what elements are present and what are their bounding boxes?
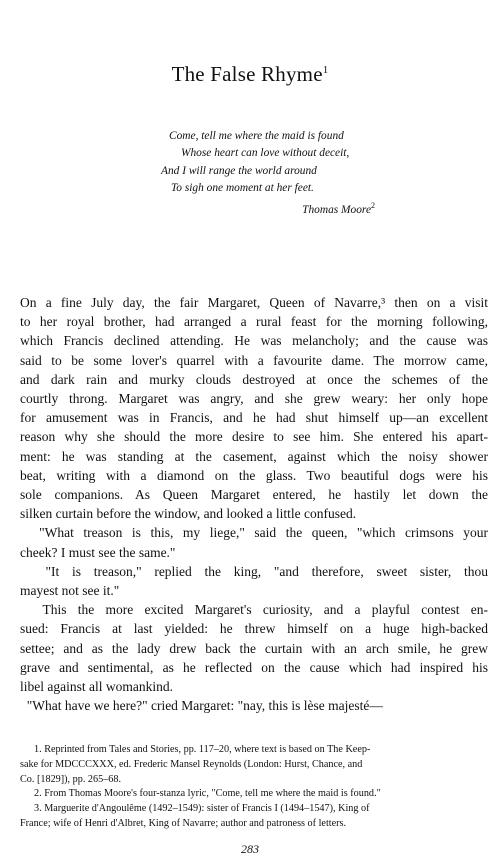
body-line: settee; and as the lady drew back the curtain with an arch smile, he grew <box>20 640 488 656</box>
body-line: "What treason is this, my liege," said the queen, "which crimsons your <box>20 525 488 541</box>
footnote-line: 3. Marguerite d'Angoulême (1492–1549): sister of Francis I (1494–1547), King of <box>34 803 370 815</box>
body-line: beat, writing with a diamond on the glass. Two beautiful dogs were his <box>20 467 488 483</box>
body-line: "What have we here?" cried Margaret: "nay, this is lèse majesté— <box>20 698 383 714</box>
body-line: and dark rain and murky clouds destroyed at once the schemes of the <box>20 371 488 387</box>
epigraph <box>161 128 381 219</box>
footnote-line: France; wife of Henri d'Albret, King of Navarre; author and patroness of letters. <box>20 817 347 829</box>
body-line: "It is treason," replied the king, "and therefore, sweet sister, thou <box>20 563 488 579</box>
body-line: reason why she should the more desire to see him. She entered his apart- <box>20 429 488 445</box>
chapter-title-text: The False Rhyme <box>171 62 323 86</box>
body-line: libel against all womankind. <box>20 679 173 695</box>
body-line: This the more excited Margaret's curiosity, and a playful contest en- <box>20 602 488 618</box>
body-text <box>20 293 488 715</box>
footnote-line: 1. Reprinted from Tales and Stories, pp. 117–20, where text is based on The Keep- <box>34 744 371 755</box>
body-line: for amusement was in Francis, and he had shut himself up—an excellent <box>20 410 488 426</box>
body-line: courtly throng. Margaret was angry, and she grew weary: her only hope <box>20 391 488 407</box>
body-line: ment: he was standing at the casement, against which the noisy shower <box>20 448 488 464</box>
footnotes <box>20 743 488 832</box>
epigraph-line: Whose heart can love without deceit, <box>181 147 350 160</box>
body-line: said to be some lover's quarrel with a favourite dame. The morrow came, <box>20 352 488 368</box>
body-line: which Francis declined attending. He was melancholy; and the cause was <box>20 333 488 349</box>
body-line: cheek? I must see the same." <box>20 544 176 560</box>
footnote-line: Co. [1829]), pp. 265–68. <box>20 773 122 785</box>
epigraph-attribution <box>161 197 381 219</box>
epigraph-line: To sigh one moment at her feet. <box>171 181 314 194</box>
body-line: mayest not see it." <box>20 583 120 599</box>
epigraph-line: And I will range the world around <box>161 164 317 177</box>
epigraph-author: Thomas Moore <box>302 203 371 216</box>
chapter-title <box>0 62 500 87</box>
body-line: to her royal brother, had arranged a rural feast for the morning following, <box>20 314 488 330</box>
body-line: sole companions. As Queen Margaret entered, he hastily let down the <box>20 487 488 503</box>
title-footnote-marker: 1 <box>322 64 329 76</box>
page-number: 283 <box>241 842 259 856</box>
epigraph-line: Come, tell me where the maid is found <box>169 130 344 142</box>
epigraph-footnote-marker: 2 <box>371 201 375 211</box>
body-line: grave and sentimental, as he reflected on the cause which had inspired his <box>20 659 488 675</box>
footnote-line: sake for MDCCCXXX, ed. Frederic Mansel Reynolds (London: Hurst, Chance, and <box>20 758 363 770</box>
body-line: On a fine July day, the fair Margaret, Queen of Navarre,³ then on a visit <box>20 295 488 310</box>
body-line: sued: Francis at last yielded: he threw himself on a huge high-backed <box>20 621 488 637</box>
footnote-line: 2. From Thomas Moore's four-stanza lyric, "Come, tell me where the maid is found." <box>34 788 381 800</box>
body-line: silken curtain before the window, and looked a little confused. <box>20 506 357 522</box>
